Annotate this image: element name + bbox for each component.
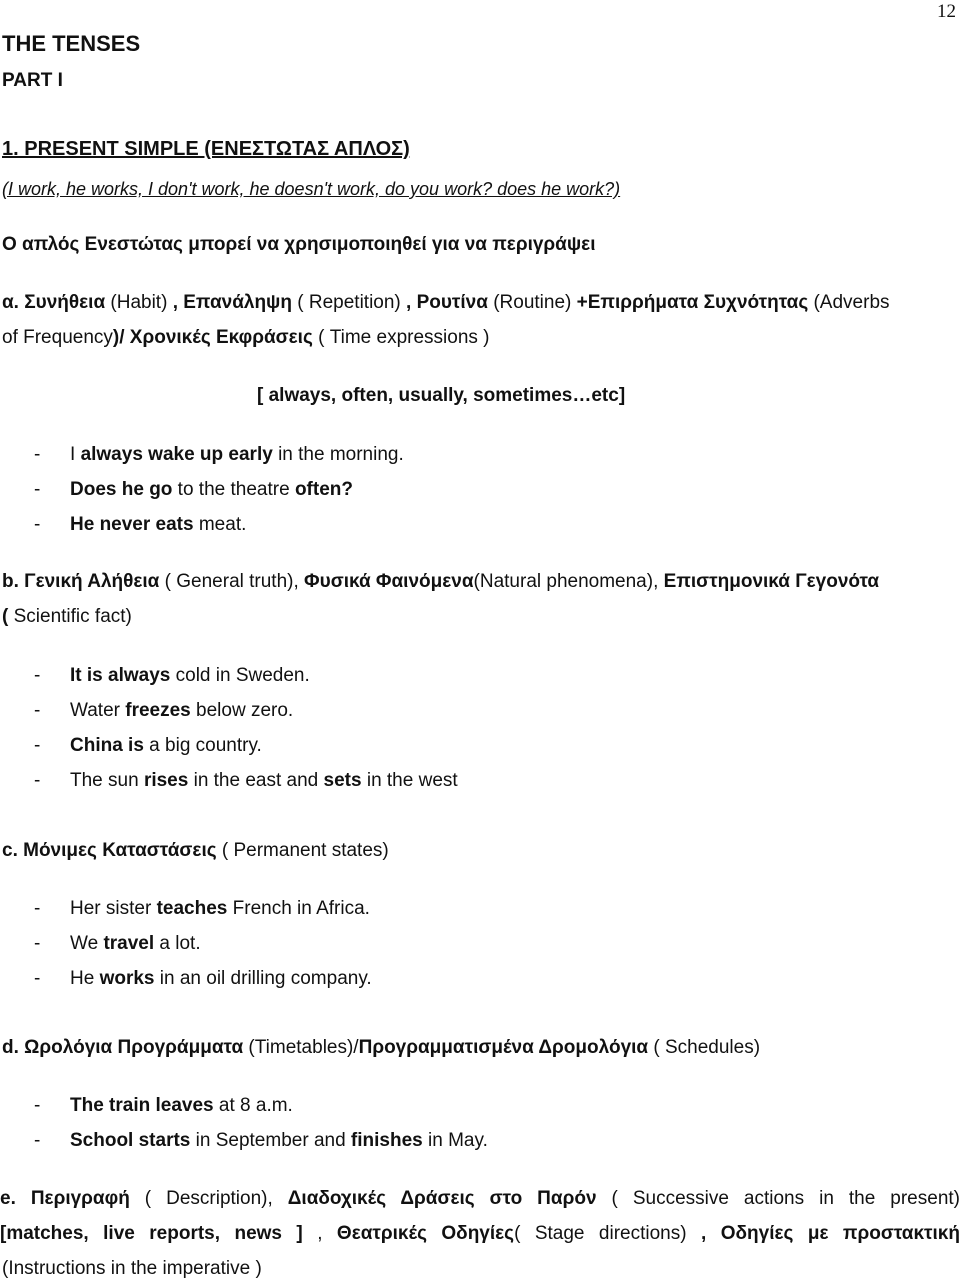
text-run: ( Successive actions in the present)	[596, 1188, 960, 1209]
bullet-dash: -	[34, 514, 41, 535]
bullet-dash: -	[34, 700, 41, 721]
bold-text-run: teaches	[156, 898, 228, 919]
rule-b-line-1	[2, 572, 879, 591]
adverbs-list: [ always, often, usually, sometimes…etc]	[257, 385, 626, 406]
text-run: (Routine)	[487, 292, 577, 313]
bold-text-run: b. Γενική Αλήθεια	[2, 571, 160, 592]
bold-text-run: Θεατρικές Οδηγίες	[336, 1223, 515, 1244]
text-run: at 8 a.m.	[213, 1095, 293, 1116]
bold-text-run: Προγραμματισμένα Δρομολόγια	[358, 1037, 649, 1058]
bold-text-run: α. Συνήθεια	[2, 292, 106, 313]
bold-text-run: School starts	[70, 1130, 191, 1151]
text-run: (Adverbs	[808, 292, 890, 313]
rule-a-line-2	[2, 328, 490, 347]
bold-text-run: Διαδοχικές Δράσεις στο Παρόν	[287, 1188, 597, 1209]
text-run: ( General truth),	[159, 571, 305, 592]
rule-d-line-1	[2, 1038, 760, 1057]
text-run: a lot.	[154, 933, 201, 954]
text-run: in the east and	[188, 770, 324, 791]
bold-text-run: c. Μόνιμες Καταστάσεις	[2, 840, 217, 861]
bold-text-run: freezes	[125, 700, 191, 721]
bullet-dash: -	[34, 665, 41, 686]
bold-text-run: (	[2, 606, 9, 627]
example-text	[70, 480, 353, 499]
bold-text-run: , Ρουτίνα	[406, 292, 488, 313]
rule-a-line-1	[2, 293, 890, 312]
rule-e-line-2	[0, 1224, 960, 1243]
text-run: (Instructions in the imperative )	[2, 1258, 262, 1279]
text-run: in an oil drilling company.	[154, 968, 372, 989]
text-run: Water	[70, 700, 126, 721]
text-run: (Habit)	[105, 292, 173, 313]
text-run: (Timetables)/	[243, 1037, 359, 1058]
bullet-dash: -	[34, 1095, 41, 1116]
text-run: of Frequency	[2, 327, 113, 348]
text-run: ( Permanent states)	[216, 840, 389, 861]
text-run: cold in Sweden.	[170, 665, 310, 686]
bold-text-run: e. Περιγραφή	[0, 1188, 130, 1209]
example-text	[70, 899, 370, 918]
bold-text-run: d. Ωρολόγια Προγράμματα	[2, 1037, 244, 1058]
bold-text-run: , Επανάληψη	[172, 292, 292, 313]
bold-text-run: works	[99, 968, 155, 989]
bold-text-run: travel	[103, 933, 155, 954]
text-run: ( Description),	[129, 1188, 288, 1209]
document-title: THE TENSES	[2, 31, 141, 56]
page-number: 12	[937, 1, 956, 22]
example-text	[70, 736, 262, 755]
text-run: We	[70, 933, 104, 954]
verb-forms-line	[2, 180, 620, 198]
example-text	[70, 666, 310, 685]
bold-text-run: Επιστημονικά Γεγονότα	[663, 571, 880, 592]
text-run: He	[70, 968, 100, 989]
bullet-dash: -	[34, 968, 41, 989]
rule-e-line-3	[2, 1259, 262, 1278]
example-text	[70, 701, 293, 720]
bullet-dash: -	[34, 898, 41, 919]
section-heading: 1. PRESENT SIMPLE (ΕΝΕΣΤΩΤΑΣ ΑΠΛΟΣ)	[2, 138, 410, 160]
bold-text-run: , Οδηγίες με προστακτική	[701, 1223, 960, 1244]
text-run: ( Time expressions )	[312, 327, 490, 348]
text-run: ( Stage directions)	[514, 1223, 702, 1244]
text-run: The sun	[70, 770, 144, 791]
bullet-dash: -	[34, 770, 41, 791]
bold-text-run: often?	[294, 479, 353, 500]
text-run: a big country.	[143, 735, 262, 756]
part-label: PART I	[2, 70, 63, 91]
bold-text-run: +Επιρρήματα Συχνότητας	[576, 292, 809, 313]
bullet-dash: -	[34, 1130, 41, 1151]
bold-text-run: China is	[70, 735, 144, 756]
text-run: to the theatre	[172, 479, 295, 500]
text-run: in May.	[422, 1130, 488, 1151]
example-text	[70, 1096, 293, 1115]
bold-text-run: [matches, live reports, news ]	[0, 1223, 303, 1244]
rule-b-line-2	[2, 607, 132, 626]
bold-text-run: He never eats	[70, 514, 194, 535]
example-text	[70, 771, 458, 790]
bold-text-run: )/ Χρονικές Εκφράσεις	[112, 327, 313, 348]
text-run: in the west	[361, 770, 458, 791]
bold-text-run: rises	[143, 770, 189, 791]
rule-c-line-1	[2, 841, 389, 860]
example-text	[70, 515, 246, 534]
intro-sentence: Ο απλός Ενεστώτας μπορεί να χρησιμοποιηθεί για να περιγράψει	[2, 234, 596, 255]
text-run: ( Schedules)	[648, 1037, 761, 1058]
bullet-dash: -	[34, 444, 41, 465]
text-run: ( Repetition)	[291, 292, 407, 313]
bold-text-run: It is always	[70, 665, 171, 686]
text-run: (Natural phenomena),	[473, 571, 664, 592]
text-run: below zero.	[190, 700, 294, 721]
text-run: Scientific fact)	[8, 606, 132, 627]
bold-text-run: sets	[323, 770, 362, 791]
text-run: ,	[302, 1223, 337, 1244]
bullet-dash: -	[34, 933, 41, 954]
text-run: in September and	[190, 1130, 351, 1151]
bold-text-run: Φυσικά Φαινόμενα	[304, 571, 474, 592]
text-run: Her sister	[70, 898, 157, 919]
example-text	[70, 969, 372, 988]
bold-text-run: always wake up early	[80, 444, 273, 465]
text-run: I	[70, 444, 81, 465]
bullet-dash: -	[34, 479, 41, 500]
text-run: French in Africa.	[227, 898, 370, 919]
bold-text-run: The train leaves	[70, 1095, 214, 1116]
verb-forms-text: (I work, he works, I don't work, he doesn't work, do you work? does he work?)	[2, 179, 621, 199]
example-text	[70, 1131, 488, 1150]
bold-text-run: finishes	[350, 1130, 423, 1151]
text-run: in the morning.	[272, 444, 404, 465]
rule-e-line-1	[0, 1189, 960, 1208]
bold-text-run: Does he go	[70, 479, 173, 500]
example-text	[70, 934, 201, 953]
text-run: meat.	[193, 514, 247, 535]
example-text	[70, 445, 404, 464]
bullet-dash: -	[34, 735, 41, 756]
